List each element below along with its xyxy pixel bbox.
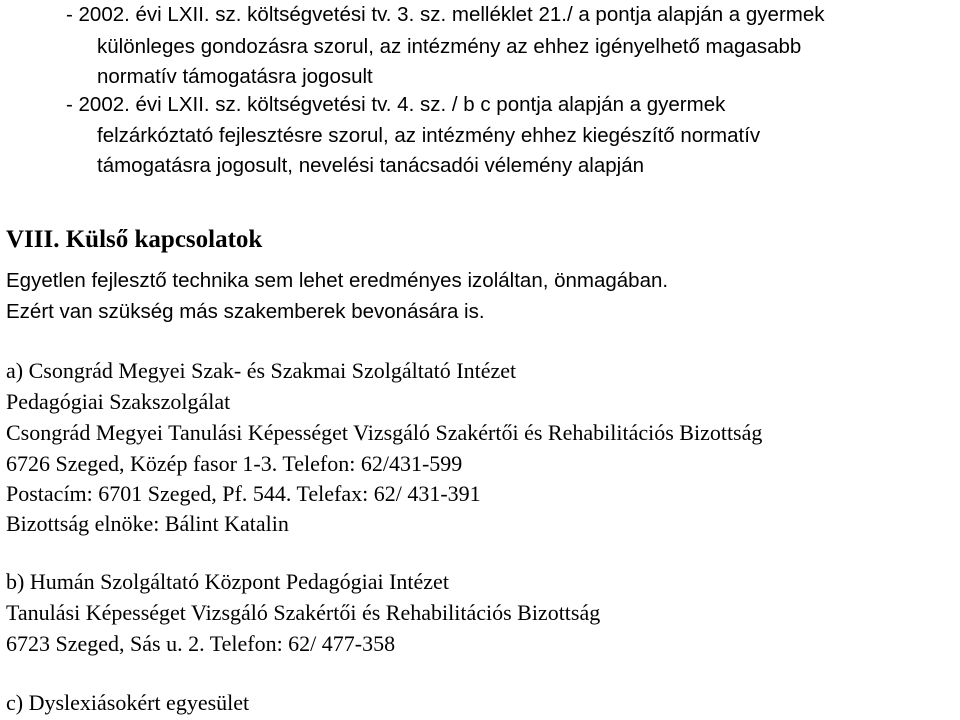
contact-c-name: c) Dyslexiásokért egyesület [6,690,250,715]
list-item-2-line-1: - 2002. évi LXII. sz. költségvetési tv. 4. sz. / b c pontja alapján a gyermek [66,93,726,116]
section-intro-line-2: Ezért van szükség más szakemberek bevonására is. [6,300,485,323]
list-item-1-line-1: - 2002. évi LXII. sz. költségvetési tv. 3. sz. melléklet 21./ a pontja alapján a gyermek [66,3,825,26]
contact-a-name: a) Csongrád Megyei Szak- és Szakmai Szolgáltató Intézet [6,358,517,383]
contact-a-committee: Csongrád Megyei Tanulási Képességet Vizsgáló Szakértői és Rehabilitációs Bizottság [6,420,763,445]
list-item-2-line-3: támogatásra jogosult, nevelési tanácsadói vélemény alapján [97,154,645,177]
contact-a-chair: Bizottság elnöke: Bálint Katalin [6,511,289,536]
section-heading: VIII. Külső kapcsolatok [6,226,263,253]
contact-b-name: b) Humán Szolgáltató Központ Pedagógiai Intézet [6,569,449,594]
contact-a-subunit: Pedagógiai Szakszolgálat [6,389,231,414]
section-intro-line-1: Egyetlen fejlesztő technika sem lehet eredményes izoláltan, önmagában. [6,269,669,292]
list-item-1-line-2: különleges gondozásra szorul, az intézmény az ehhez igényelhető magasabb [97,35,802,58]
contact-b-address: 6723 Szeged, Sás u. 2. Telefon: 62/ 477-358 [6,631,396,656]
contact-a-postal: Postacím: 6701 Szeged, Pf. 544. Telefax: 62/ 431-391 [6,481,481,506]
list-item-2-line-2: felzárkóztató fejlesztésre szorul, az intézmény ehhez kiegészítő normatív [97,124,761,147]
contact-a-address: 6726 Szeged, Közép fasor 1-3. Telefon: 62/431-599 [6,451,463,476]
contact-b-committee: Tanulási Képességet Vizsgáló Szakértői és Rehabilitációs Bizottság [6,600,601,625]
list-item-1-line-3: normatív támogatásra jogosult [97,65,373,88]
